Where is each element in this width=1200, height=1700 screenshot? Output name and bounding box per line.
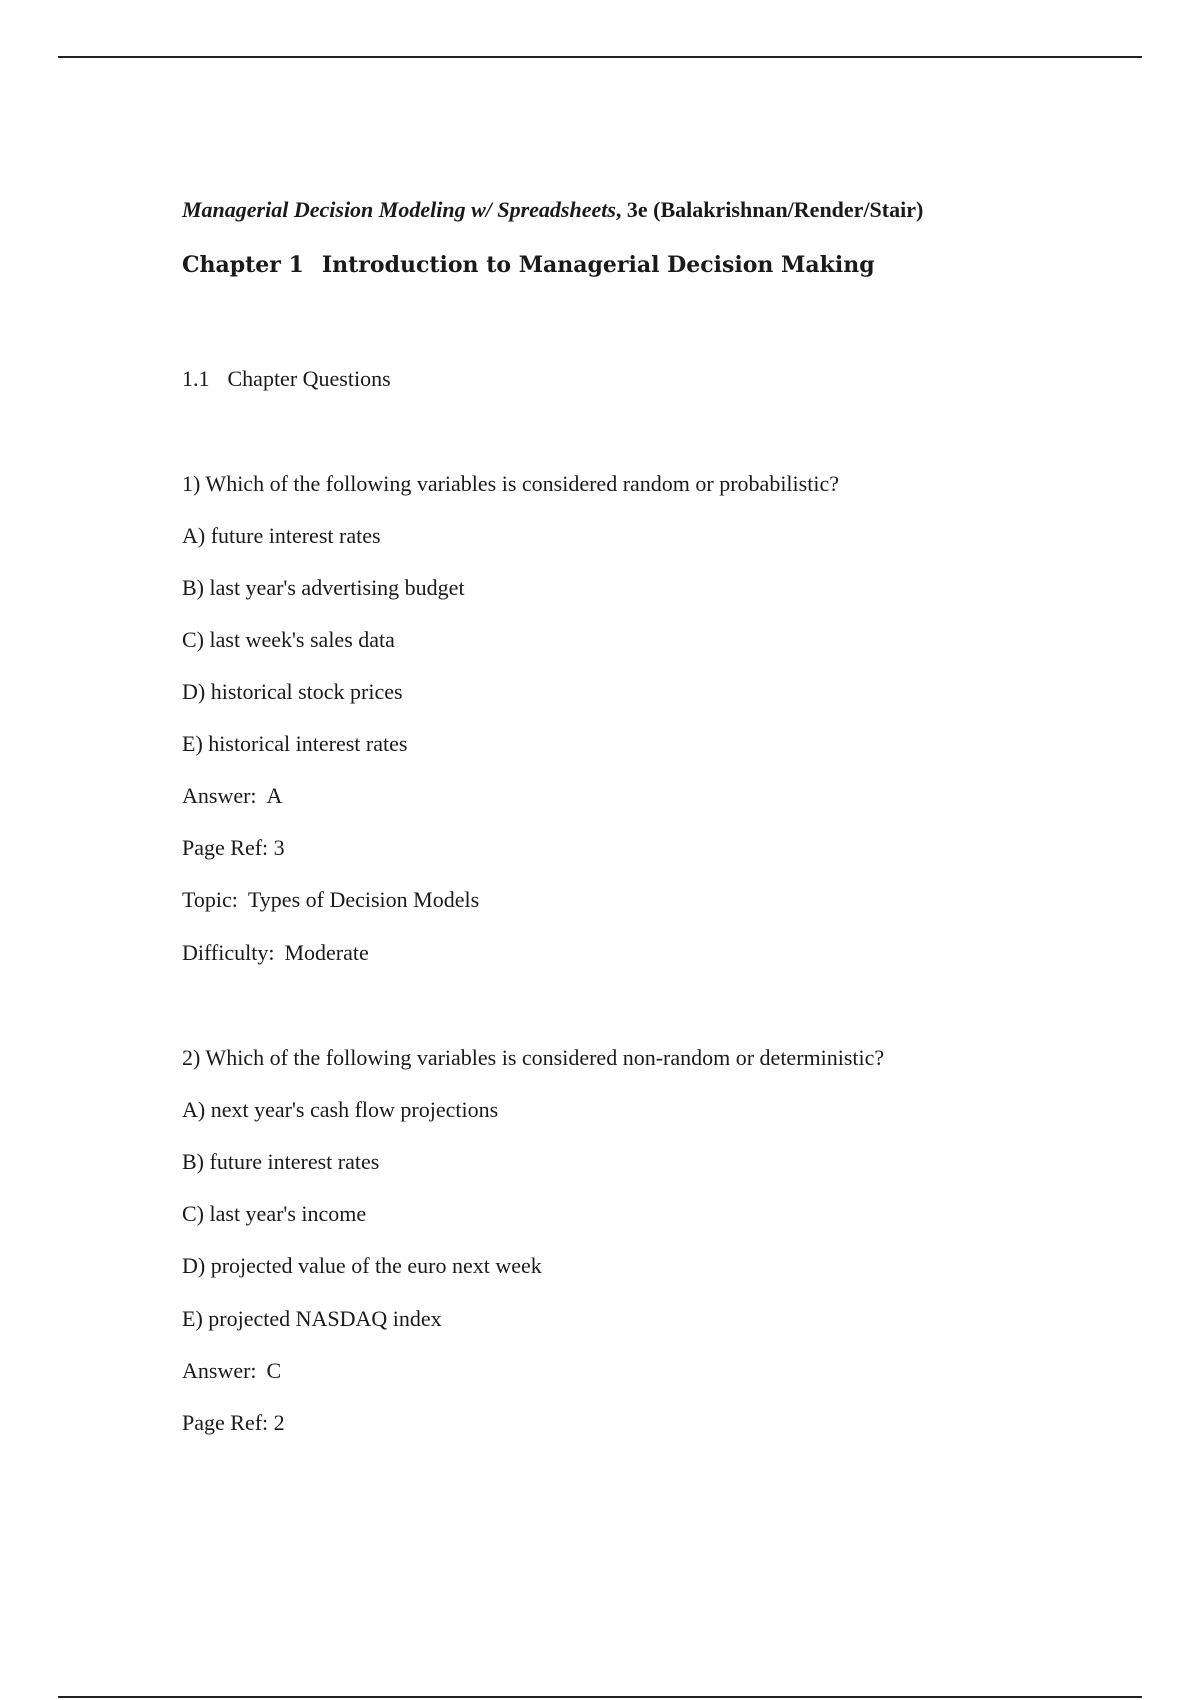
question-2-option-d: D) projected value of the euro next week	[182, 1253, 542, 1278]
topic-value: Types of Decision Models	[247, 887, 480, 912]
question-1-answer	[182, 783, 282, 809]
question-2-page-ref: Page Ref: 2	[182, 1410, 285, 1435]
question-2-option-c: C) last year's income	[182, 1201, 367, 1226]
question-2-option-b: B) future interest rates	[182, 1149, 380, 1174]
chapter-title: Introduction to Managerial Decision Making	[321, 252, 875, 278]
difficulty-label: Difficulty:	[182, 940, 275, 965]
question-1-option-e: E) historical interest rates	[182, 731, 408, 756]
question-1-option-a: A) future interest rates	[182, 523, 381, 548]
footer-rule	[58, 1696, 1142, 1698]
topic-label: Topic:	[182, 887, 238, 912]
question-2-answer	[182, 1358, 281, 1384]
question-1-option-d: D) historical stock prices	[182, 679, 403, 704]
answer-value: C	[266, 1358, 282, 1383]
book-title: Managerial Decision Modeling w/ Spreadsheets	[182, 197, 616, 222]
question-1-page-ref: Page Ref: 3	[182, 835, 285, 860]
header-rule	[58, 56, 1142, 58]
question-1-text: 1) Which of the following variables is considered random or probabilistic?	[182, 471, 839, 496]
question-1-difficulty	[182, 940, 369, 966]
chapter-number: Chapter 1	[182, 252, 304, 278]
question-1-option-c: C) last week's sales data	[182, 627, 395, 652]
question-2-option-e: E) projected NASDAQ index	[182, 1306, 442, 1331]
question-1-option-b: B) last year's advertising budget	[182, 575, 465, 600]
book-title-line	[182, 197, 923, 223]
question-2-option-a: A) next year's cash flow projections	[182, 1097, 499, 1122]
question-1-topic	[182, 887, 479, 913]
difficulty-value: Moderate	[284, 940, 369, 965]
question-2-text: 2) Which of the following variables is considered non-random or deterministic?	[182, 1045, 885, 1070]
answer-label: Answer:	[182, 1358, 257, 1383]
section-number: 1.1	[182, 366, 210, 391]
chapter-heading	[182, 252, 875, 278]
book-edition: , 3e (Balakrishnan/Render/Stair)	[615, 197, 924, 222]
answer-value: A	[266, 783, 283, 808]
answer-label: Answer:	[182, 783, 257, 808]
section-heading	[182, 366, 391, 392]
section-title: Chapter Questions	[227, 366, 391, 391]
